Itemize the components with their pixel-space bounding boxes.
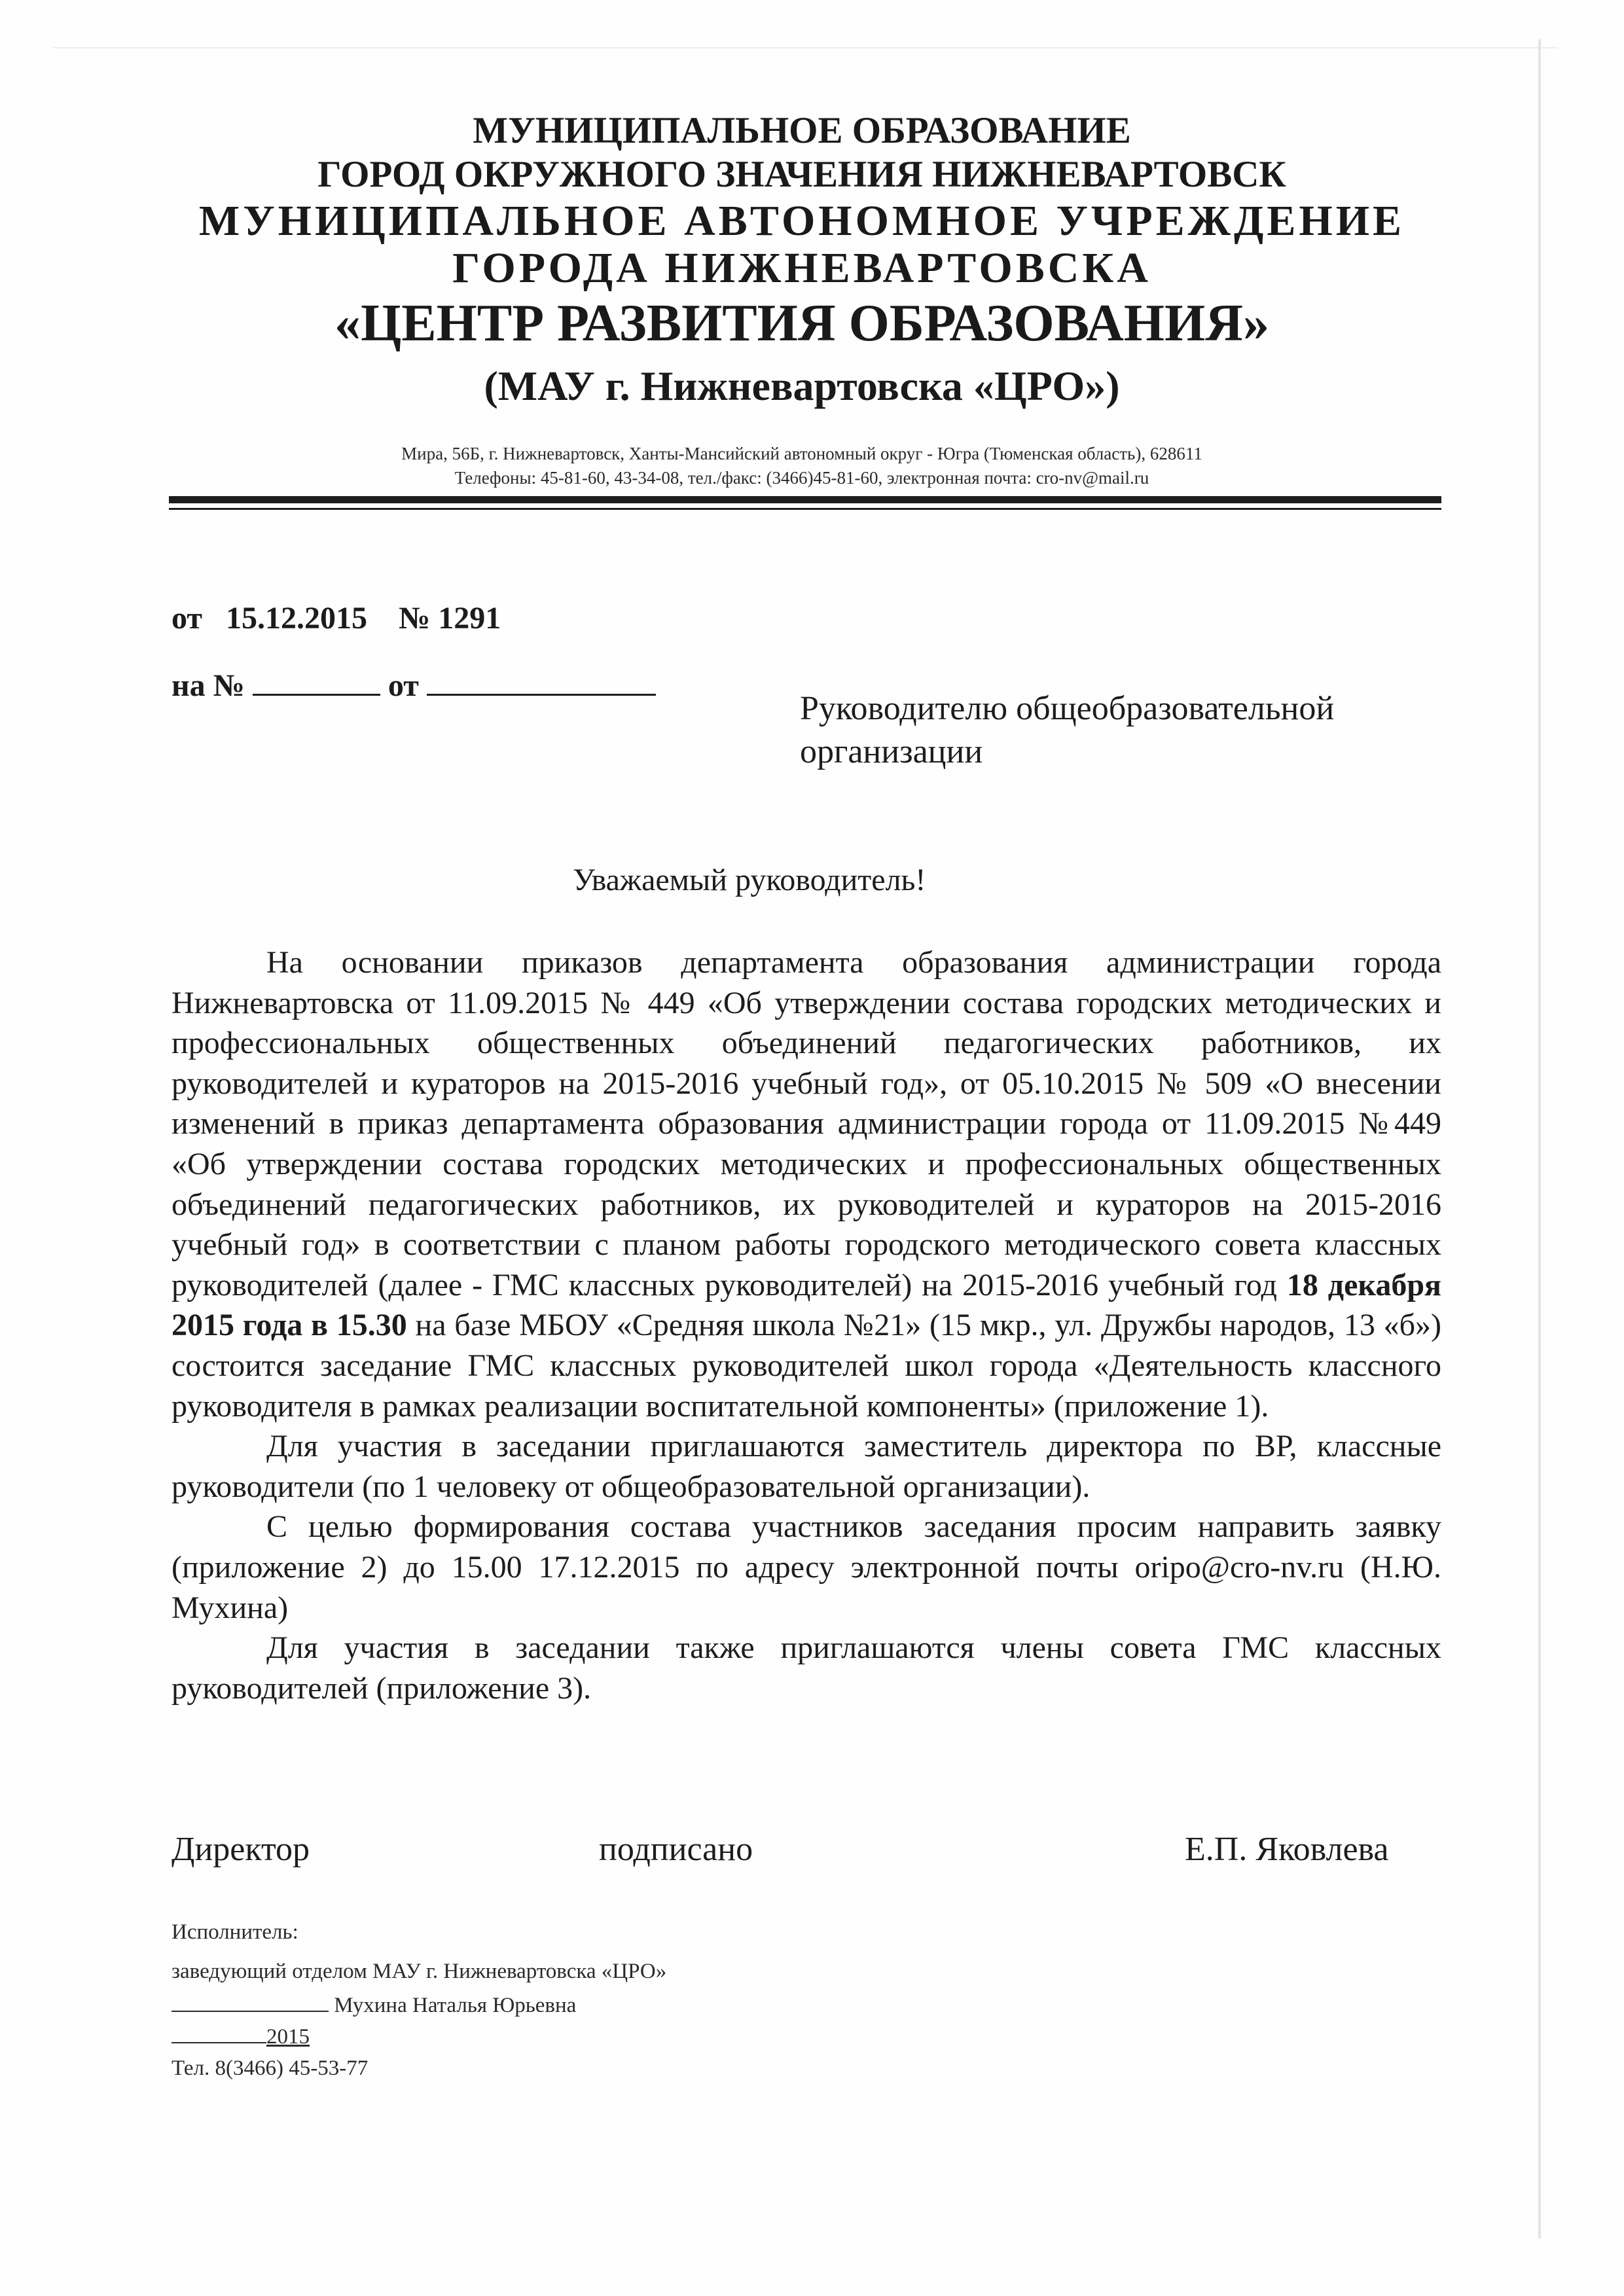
header-city: ГОРОД ОКРУЖНОГО ЗНАЧЕНИЯ НИЖНЕВАРТОВСК <box>317 154 1286 195</box>
body-paragraph-3: С целью формирования состава участников заседания просим направить заявку (приложение 2) до 15.00 17.12.2015 по адресу электронной почты oripo@cro-nv.ru (Н.Ю. Мухина) <box>171 1509 1441 1625</box>
header-divider-thick <box>169 496 1441 503</box>
reply-registration <box>171 668 656 704</box>
letter-date: 15.12.2015 <box>225 601 367 636</box>
reply-from-label: от <box>388 668 419 703</box>
signatory-title: Директор <box>171 1831 310 1868</box>
signatory-name: Е.П. Яковлева <box>1185 1831 1389 1868</box>
reply-number-blank <box>253 668 380 696</box>
executor-phone: Тел. 8(3466) 45-53-77 <box>171 2056 369 2080</box>
addressee-block <box>800 687 1454 774</box>
contact-phones: Телефоны: 45-81-60, 43-34-08, тел./факс: (3466)45-81-60, электронная почта: cro-nv@mail.ru <box>454 468 1149 488</box>
executor-date-blank <box>171 2022 266 2043</box>
header-institution-short-name: (МАУ г. Нижневартовска «ЦРО») <box>484 363 1120 409</box>
number-label: № <box>398 601 431 636</box>
scan-edge-right <box>1538 39 1541 2238</box>
signature-mark: подписано <box>599 1831 753 1868</box>
header-municipality: МУНИЦИПАЛЬНОЕ ОБРАЗОВАНИЕ <box>473 110 1131 151</box>
executor-date-line <box>171 2022 310 2050</box>
executor-name: Мухина Наталья Юрьевна <box>334 1994 577 2017</box>
letter-body <box>171 942 1441 1708</box>
body-paragraph-1-text: На основании приказов департамента образования администрации города Нижневартовска от 11.09.2015 № 449 «Об утверждении состава городских методических и профессиональных общественных объединений педагогических работников, их руководителей и кураторов на 2015-2016 учебный год», от 05.10.2015 № 509 «О внесении изменений в приказ департамента образования администрации города от 11.09.2015 №449 «Об утверждении состава городских методических и профессиональных общественных объединений педагогических работников, их руководителей и кураторов на 2015-2016 учебный год» в соответствии с планом работы городского методического совета классных руководителей (далее - ГМС классных руководителей) на 2015-2016 учебный год <box>171 945 1441 1302</box>
salutation: Уважаемый руководитель! <box>573 863 926 897</box>
body-paragraph-2: Для участия в заседании приглашаются заместитель директора по ВР, классные руководители (по 1 человеку от общеобразовательной организации). <box>171 1429 1441 1504</box>
body-paragraph-4: Для участия в заседании также приглашаются члены совета ГМС классных руководителей (приложение 3). <box>171 1630 1441 1706</box>
executor-name-line <box>171 1991 576 2018</box>
meeting-datetime: 18 декабря 2015 года в 15.30 <box>171 1267 1441 1343</box>
from-label: от <box>171 601 202 636</box>
addressee-line-1: Руководителю общеобразовательной <box>800 690 1335 727</box>
body-paragraph-1 <box>171 942 1441 1426</box>
header-institution-name: «ЦЕНТР РАЗВИТИЯ ОБРАЗОВАНИЯ» <box>334 295 1269 352</box>
header-institution-city: ГОРОДА НИЖНЕВАРТОВСКА <box>452 244 1151 292</box>
executor-signature-blank <box>171 1991 329 2012</box>
executor-label: Исполнитель: <box>171 1920 298 1944</box>
header-institution-type: МУНИЦИПАЛЬНОЕ АВТОНОМНОЕ УЧРЕЖДЕНИЕ <box>198 197 1405 245</box>
executor-year: 2015 <box>266 2025 310 2049</box>
reply-date-blank <box>427 668 656 696</box>
executor-position: заведующий отделом МАУ г. Нижневартовска «ЦРО» <box>171 1960 667 1983</box>
header-divider-thin <box>169 508 1441 510</box>
scan-edge-top <box>52 47 1558 48</box>
addressee-line-2: организации <box>800 733 983 770</box>
outgoing-registration <box>171 600 501 637</box>
postal-address: Мира, 56Б, г. Нижневартовск, Ханты-Мансийский автономный округ - Югра (Тюменская область), 628611 <box>401 444 1202 463</box>
body-paragraph-1-text-end: на базе МБОУ «Средняя школа №21» (15 мкр., ул. Дружбы народов, 13 «б») состоится заседание ГМС классных руководителей школ города «Деятельность классного руководителя в рамках реализации воспитательной компоненты» (приложение 1). <box>171 1308 1442 1424</box>
reply-number-label: на № <box>171 668 245 703</box>
letter-number: 1291 <box>438 601 501 636</box>
